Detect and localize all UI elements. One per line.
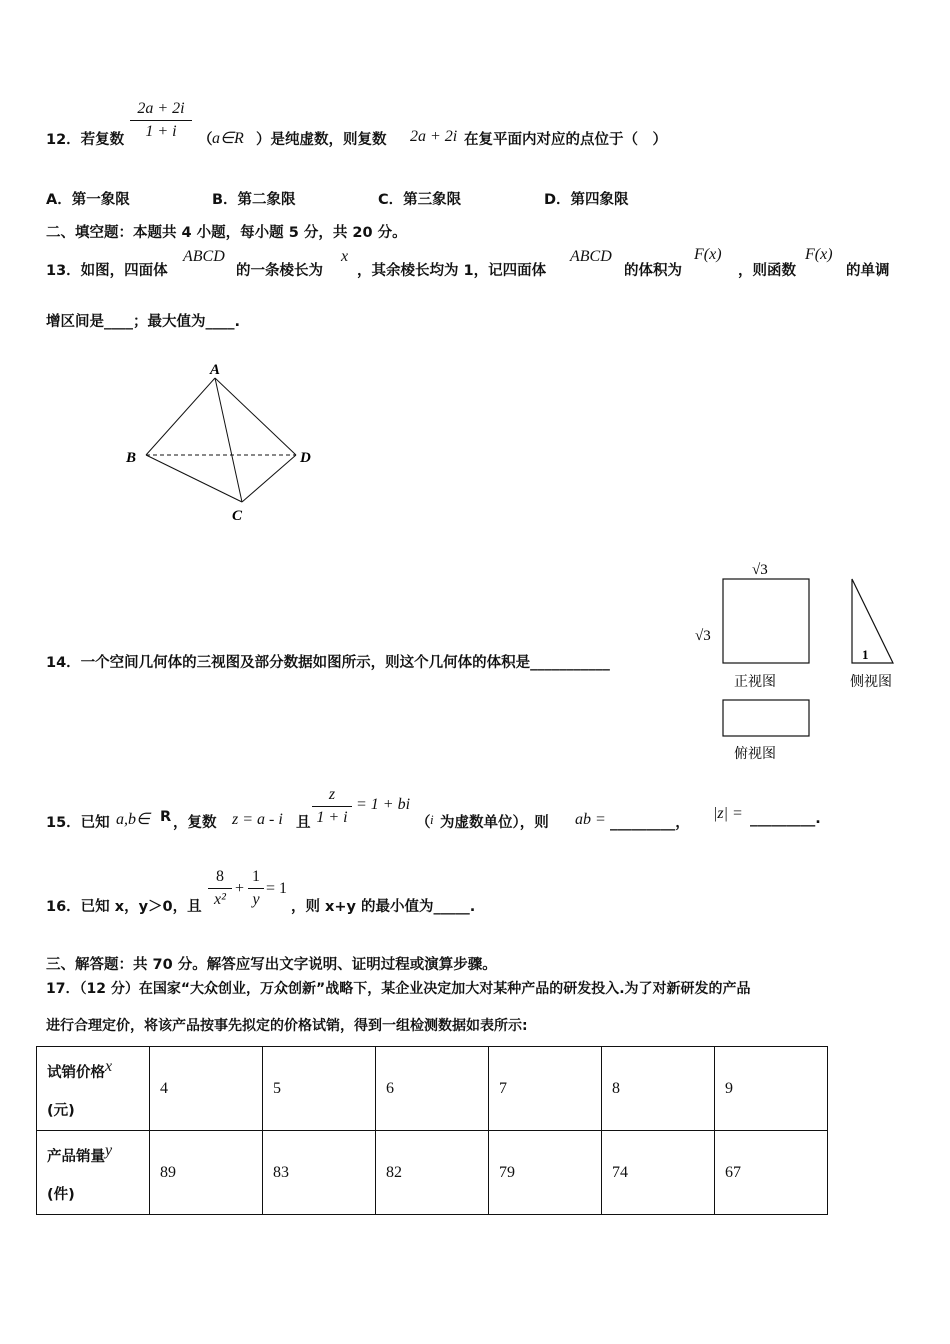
tetrahedron-figure: [120, 360, 330, 525]
q12-expression: 2a + 2i: [410, 128, 458, 145]
q15-text-3: 且: [296, 815, 311, 831]
q17-line-1: 17．（12 分）在国家“大众创业，万众创新”战略下，某企业决定加大对某种产品的研发投入.为了对新研发的产品: [46, 981, 751, 997]
q14-text: 14．一个空间几何体的三视图及部分数据如图所示，则这个几何体的体积是___________: [46, 655, 610, 671]
q16-fraction-2-denominator: y: [252, 891, 260, 908]
table-cell: 82: [376, 1131, 489, 1215]
q12-option-a: A．第一象限: [46, 192, 130, 208]
q15-real-set: R: [160, 809, 172, 825]
table-cell: 79: [489, 1131, 602, 1215]
q16-fraction-1: [208, 868, 232, 909]
side-view-triangle: [852, 579, 893, 663]
q15-text-5: 为虚数单位），则: [440, 815, 549, 831]
q15-text-1: 15．已知: [46, 815, 110, 831]
table-row: [37, 1131, 828, 1215]
q13-text-5: ，则函数: [738, 263, 796, 279]
q15-ab-eq: ab =: [575, 811, 606, 828]
vertex-label-d: D: [300, 450, 311, 466]
vertex-label-a: A: [210, 362, 221, 378]
q15-imag-unit: i: [430, 812, 434, 827]
q13-text-4: 的体积为: [624, 263, 682, 279]
q12-cond-open: （: [198, 132, 213, 148]
q13-abcd-1: ABCD: [183, 248, 225, 265]
q16-fraction-2: [248, 868, 264, 909]
row-header-price: [37, 1047, 150, 1131]
table-cell: 83: [263, 1131, 376, 1215]
q13-fx-1: F(x): [694, 246, 722, 263]
q15-text-4: （: [416, 815, 431, 831]
q16-fraction-2-numerator: 1: [252, 868, 260, 885]
q13-text-6: 的单调: [846, 263, 890, 279]
q13-x: x: [341, 248, 349, 265]
q15-fraction: [312, 786, 352, 827]
q15-blank-2: _________.: [750, 811, 821, 827]
table-cell: 7: [489, 1047, 602, 1131]
q15-text-2: ，复数: [173, 815, 217, 831]
q15-ab-in: a,b∈: [116, 811, 150, 828]
q17-line-2: 进行合理定价，将该产品按事先拟定的价格试销，得到一组检测数据如表所示:: [46, 1018, 528, 1034]
q16-fraction-1-numerator: 8: [216, 868, 224, 885]
q13-text-3: ，其余棱长均为 1，记四面体: [357, 263, 547, 279]
q12-option-d: D．第四象限: [544, 192, 629, 208]
section-3-heading: 三、解答题：共 70 分。解答应写出文字说明、证明过程或演算步骤。: [46, 957, 497, 973]
q13-text-1: 13．如图，四面体: [46, 263, 168, 279]
front-view-left-label: √3: [695, 628, 711, 644]
table-cell: 4: [150, 1047, 263, 1131]
q12-tail: 在复平面内对应的点位于（ ）: [464, 132, 667, 148]
top-view-caption: 俯视图: [734, 746, 776, 762]
front-view-square: [723, 579, 809, 663]
row-header-sales: [37, 1131, 150, 1215]
table-cell: 5: [263, 1047, 376, 1131]
row-header-price-unit: (元): [47, 1102, 75, 1119]
top-view-rectangle: [723, 700, 809, 736]
q12-option-b: B．第二象限: [212, 192, 296, 208]
q12-fraction: [130, 100, 192, 141]
q16-text-2: ，则 x+y 的最小值为_____.: [291, 899, 476, 915]
vertex-label-b: B: [126, 450, 137, 466]
q12-option-c: C．第三象限: [378, 192, 462, 208]
q16-fraction-1-denominator: x²: [214, 891, 226, 908]
q15-abs-z: |z| =: [713, 805, 743, 822]
q15-equation: = 1 + bi: [356, 796, 411, 813]
row-header-sales-unit: (件): [47, 1186, 75, 1203]
q15-fraction-numerator: z: [328, 786, 336, 803]
q12-fraction-numerator: 2a + 2i: [137, 100, 185, 117]
table-cell: 74: [602, 1131, 715, 1215]
table-cell: 6: [376, 1047, 489, 1131]
section-2-heading: 二、填空题：本题共 4 小题，每小题 5 分，共 20 分。: [46, 225, 407, 241]
row-header-price-label: 试销价格: [47, 1064, 105, 1081]
q13-abcd-2: ABCD: [570, 248, 612, 265]
q15-blank-1: _________，: [610, 815, 690, 831]
three-view-figure: [690, 550, 910, 770]
q16-equals: = 1: [266, 880, 288, 897]
row-header-sales-label: 产品销量: [47, 1148, 105, 1165]
q16-text-1: 16．已知 x，y＞0，且: [46, 899, 202, 915]
q16-plus: +: [235, 880, 245, 897]
row-header-sales-var: y: [105, 1141, 113, 1159]
table-cell: 89: [150, 1131, 263, 1215]
q13-fx-2: F(x): [805, 246, 833, 263]
q13-line-2: 增区间是____；最大值为____.: [46, 314, 241, 330]
table-cell: 8: [602, 1047, 715, 1131]
q15-fraction-denominator: 1 + i: [316, 809, 348, 826]
q12-label: 12．若复数: [46, 132, 125, 148]
side-view-label: 1: [862, 647, 869, 662]
q12-cond-close: ）是纯虚数，则复数: [256, 132, 387, 148]
table-cell: 9: [715, 1047, 828, 1131]
table-cell: 67: [715, 1131, 828, 1215]
front-view-top-label: √3: [752, 562, 768, 578]
table-row: [37, 1047, 828, 1131]
vertex-label-c: C: [232, 508, 243, 524]
q13-text-2: 的一条棱长为: [236, 263, 323, 279]
row-header-price-var: x: [105, 1057, 113, 1075]
q12-condition: a∈R: [212, 130, 244, 147]
side-view-caption: 侧视图: [850, 674, 892, 690]
price-sales-table: [36, 1046, 828, 1215]
q12-fraction-denominator: 1 + i: [145, 123, 177, 140]
q15-z-expr: z = a - i: [232, 811, 283, 828]
front-view-caption: 正视图: [734, 674, 776, 690]
